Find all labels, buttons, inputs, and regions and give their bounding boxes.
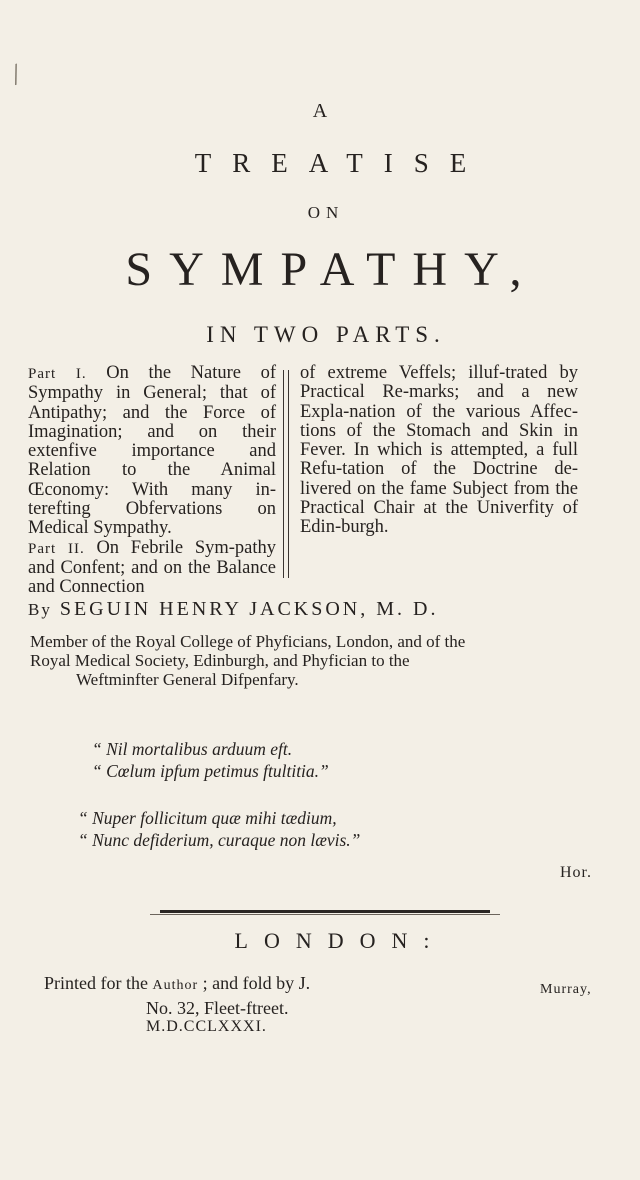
epigraph-attribution: Hor. <box>560 864 592 881</box>
imprint-sold-by: ; and fold by J. <box>202 973 311 993</box>
author-credentials <box>30 632 590 689</box>
separator-rule-thin <box>150 914 500 915</box>
part-two-text: On Febrile Sym-pathy and Confent; and on the Balance and Connection <box>28 537 277 598</box>
epigraph-line: “ Cœlum ipfum petimus ftultitia.” <box>92 761 329 781</box>
imprint-date: M.D.CCLXXXI. <box>146 1018 267 1035</box>
imprint-city: LONDON: <box>234 928 446 953</box>
epigraph-line: “ Nil mortalibus arduum eft. <box>92 739 293 759</box>
epigraph-second <box>78 807 640 851</box>
imprint-printed-for: Printed for the <box>44 973 148 993</box>
epigraph-line: “ Nunc defiderium, curaque non lævis.” <box>78 830 361 850</box>
imprint-statement <box>44 972 604 1019</box>
imprint-author-word: Author <box>152 978 199 993</box>
epigraph-first <box>92 738 640 782</box>
column-divider <box>288 370 289 578</box>
title-on: ON <box>307 203 345 222</box>
title-treatise: TREATISE <box>194 148 488 178</box>
contents-left-column <box>28 364 276 598</box>
part-one-text: On the Nature of Sympathy in General; that of Antipathy; and the Force of Imagination; and on their extenfive importance and Relation to the Animal Œconomy: With many in-terefting Obfervations on Medical Sympathy. <box>28 363 276 539</box>
credentials-line: Weftminfter General Difpenfary. <box>76 670 299 689</box>
column-divider <box>283 370 284 578</box>
contents-continuation: of extreme Veffels; illuf-trated by Practical Re-marks; and a new Expla-nation of the various Affec-tions of the Stomach and Skin in Fever. In which is attempted, a full Refu-tation of the Doctrine de-livered on the fame Subject from the Practical Chair at the Univerfity of Edin-burgh. <box>300 363 578 538</box>
title-sympathy: SYMPATHY, <box>125 243 539 296</box>
part-two-paragraph <box>28 539 276 598</box>
contents-right-column <box>300 364 578 538</box>
credentials-line: Royal Medical Society, Edinburgh, and Phyfician to the <box>30 651 410 670</box>
title-article: A <box>312 100 328 122</box>
credentials-line: Member of the Royal College of Phyficians, London, and of the <box>30 632 466 651</box>
title-in-two-parts: IN TWO PARTS. <box>206 322 446 347</box>
author-name: SEGUIN HENRY JACKSON, M. D. <box>59 598 439 620</box>
imprint-address: No. 32, Fleet-ftreet. <box>146 998 289 1018</box>
byline-by: By <box>28 600 52 619</box>
corner-pencil-mark: / <box>6 57 26 92</box>
imprint-publisher: Murray, <box>540 982 592 997</box>
epigraph-line: “ Nuper follicitum quæ mihi tædium, <box>78 808 337 828</box>
author-byline <box>28 598 628 621</box>
part-one-label: Part I. <box>28 366 87 382</box>
part-one-paragraph <box>28 364 276 539</box>
separator-rule <box>160 910 490 913</box>
part-two-label: Part II. <box>28 540 85 557</box>
